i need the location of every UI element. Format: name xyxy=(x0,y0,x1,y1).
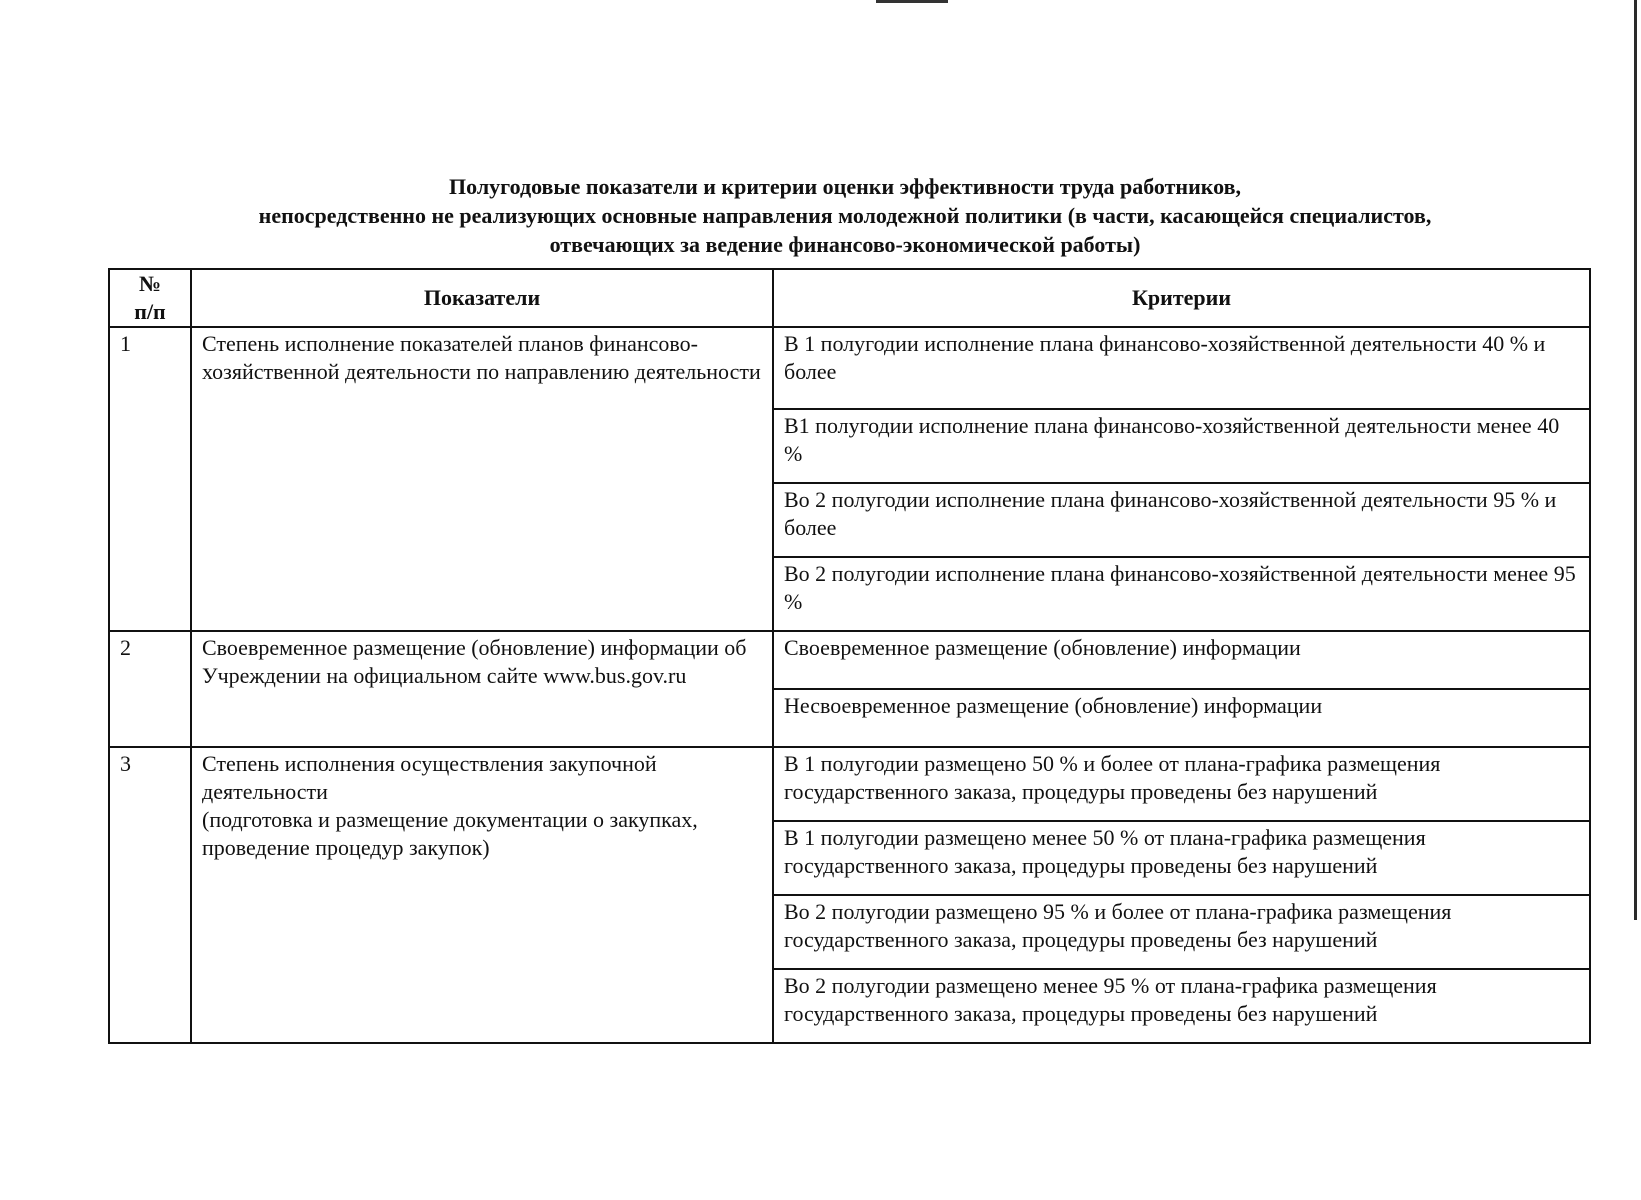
row-number: 2 xyxy=(109,631,191,747)
criterion-cell: Во 2 полугодии размещено менее 95 % от плана-графика размещения государственного заказа, процедуры проведены без нарушений xyxy=(773,969,1590,1043)
indicator-note: (подготовка и размещение документации о закупках, проведение процедур закупок) xyxy=(202,807,698,860)
header-criteria: Критерии xyxy=(773,269,1590,327)
criterion-cell: Во 2 полугодии исполнение плана финансово-хозяйственной деятельности менее 95 % xyxy=(773,557,1590,631)
row-number: 1 xyxy=(109,327,191,631)
criterion-cell: Во 2 полугодии исполнение плана финансово-хозяйственной деятельности 95 % и более xyxy=(773,483,1590,557)
criterion-cell: В 1 полугодии исполнение плана финансово-хозяйственной деятельности 40 % и более xyxy=(773,327,1590,409)
title-line-2: непосредственно не реализующих основные направления молодежной политики (в части, касающейся специалистов, xyxy=(258,203,1432,228)
indicator-cell: Своевременное размещение (обновление) информации об Учреждении на официальном сайте www.bus.gov.ru xyxy=(191,631,773,747)
table-row xyxy=(109,747,1590,821)
title-line-1: Полугодовые показатели и критерии оценки эффективности труда работников, xyxy=(449,174,1241,199)
header-number-pp: п/п xyxy=(134,299,166,324)
scan-top-mark xyxy=(876,0,948,3)
criterion-cell: Своевременное размещение (обновление) информации xyxy=(773,631,1590,689)
criterion-cell: Во 2 полугодии размещено 95 % и более от плана-графика размещения государственного заказа, процедуры проведены без нарушений xyxy=(773,895,1590,969)
header-indicators: Показатели xyxy=(191,269,773,327)
row-number: 3 xyxy=(109,747,191,1043)
indicator-text: Степень исполнения осуществления закупочной деятельности xyxy=(202,751,657,804)
indicator-cell: Степень исполнение показателей планов финансово-хозяйственной деятельности по направлению деятельности xyxy=(191,327,773,631)
header-number xyxy=(109,269,191,327)
title-line-3: отвечающих за ведение финансово-экономической работы) xyxy=(549,232,1141,257)
indicator-cell xyxy=(191,747,773,1043)
table-header-row xyxy=(109,269,1590,327)
criterion-cell: Несвоевременное размещение (обновление) информации xyxy=(773,689,1590,747)
criteria-table xyxy=(108,268,1591,1044)
criterion-cell: В 1 полугодии размещено 50 % и более от плана-графика размещения государственного заказа, процедуры проведены без нарушений xyxy=(773,747,1590,821)
table-row xyxy=(109,327,1590,409)
criterion-cell: В1 полугодии исполнение плана финансово-хозяйственной деятельности менее 40 % xyxy=(773,409,1590,483)
header-number-symbol: № xyxy=(138,271,162,296)
scan-edge-line xyxy=(1634,0,1637,920)
table-row xyxy=(109,631,1590,689)
document-title xyxy=(110,172,1580,259)
criterion-cell: В 1 полугодии размещено менее 50 % от плана-графика размещения государственного заказа, процедуры проведены без нарушений xyxy=(773,821,1590,895)
